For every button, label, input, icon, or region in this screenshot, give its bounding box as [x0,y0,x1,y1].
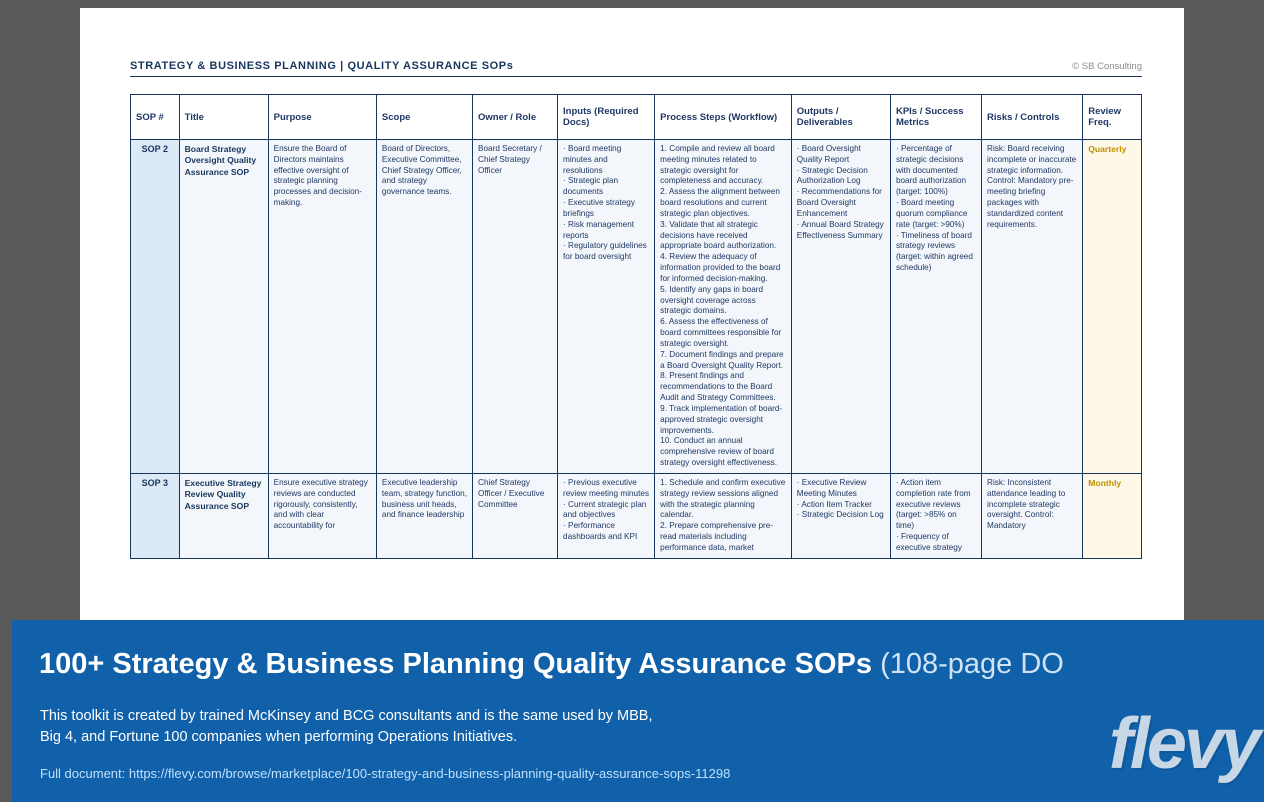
output-item: · Board Oversight Quality Report [796,144,861,164]
table-row [131,473,1142,558]
kpi-item: · Action item completion rate from executive reviews (target: >85% on time) [895,477,971,531]
output-item: · Strategic Decision Log [796,510,884,520]
cell-purpose: Ensure the Board of Directors maintains effective oversight of strategic planning processes and decision-making. [268,140,376,474]
output-item: · Strategic Decision Authorization Log [796,165,868,186]
input-item: · Regulatory guidelines for board oversight [563,241,647,262]
kpi-item: · Timeliness of board strategy reviews (target: within agreed schedule) [895,230,973,273]
cell-inputs [558,140,655,474]
input-item: · Board meeting minutes and resolutions [563,144,622,175]
column-header-scope: Scope [376,95,472,140]
cell-kpis [890,140,981,474]
output-item: · Recommendations for Board Oversight Enhancement [796,187,882,218]
column-header-sop-number: SOP # [131,95,180,140]
process-step: 10. Conduct an annual comprehensive review of board strategy oversight effectiveness. [660,436,777,468]
column-header-process-steps: Process Steps (Workflow) [655,95,792,140]
cell-owner: Chief Strategy Officer / Executive Committee [473,473,558,558]
process-step: 1. Schedule and confirm executive strategy review sessions aligned with the strategic planning calendar. [660,477,786,520]
kpi-item: · Frequency of executive strategy [895,531,962,552]
banner-headline-main: 100+ Strategy & Business Planning Quality Assurance SOPs [39,648,872,680]
output-item: · Annual Board Strategy Effectiveness Summary [796,219,884,240]
cell-sop-number: SOP 2 [131,140,180,474]
kpi-item: · Percentage of strategic decisions with documented board authorization (target: 100%) [895,144,967,197]
cell-risks-controls: Risk: Board receiving incomplete or inaccurate strategic information. Control: Mandatory pre-meeting briefing packages with standardized content requirements. [982,140,1083,474]
cell-owner: Board Secretary / Chief Strategy Officer [473,140,558,474]
process-step: 2. Prepare comprehensive pre-read materials including performance data, market [660,521,774,552]
cell-scope: Board of Directors, Executive Committee, Chief Strategy Officer, and strategy governance teams. [376,140,472,474]
cell-purpose: Ensure executive strategy reviews are conducted rigorously, consistently, and with clear accountability for [268,473,376,558]
input-item: · Previous executive review meeting minutes [563,477,650,498]
cell-kpis [890,473,981,558]
column-header-owner: Owner / Role [473,95,558,140]
cell-title: Executive Strategy Review Quality Assurance SOP [179,473,268,558]
cell-process-steps [655,473,792,558]
cell-review-frequency: Monthly [1083,473,1142,558]
kpi-item: · Board meeting quorum compliance rate (target: >90%) [895,198,968,229]
input-item: · Strategic plan documents [563,176,619,197]
cell-title: Board Strategy Oversight Quality Assurance SOP [179,140,268,474]
table-header-row [131,95,1142,140]
banner-document-link[interactable]: Full document: https://flevy.com/browse/marketplace/100-strategy-and-business-planning-quality-assurance-sops-11298 [40,766,731,781]
banner-body-line-2: Big 4, and Fortune 100 companies when performing Operations Initiatives. [40,729,518,746]
cell-outputs [791,140,890,474]
column-header-kpis: KPIs / Success Metrics [890,95,981,140]
column-header-review-freq: Review Freq. [1083,95,1142,140]
promo-banner [12,620,1264,802]
banner-body [40,706,653,748]
page-title: STRATEGY & BUSINESS PLANNING | QUALITY ASSURANCE SOPs [130,60,514,72]
cell-sop-number: SOP 3 [131,473,180,558]
cell-risks-controls: Risk: Inconsistent attendance leading to incomplete strategic oversight. Control: Mandatory [982,473,1083,558]
process-step: 3. Validate that all strategic decisions have received appropriate board authorization. [660,219,777,251]
banner-body-line-1: This toolkit is created by trained McKinsey and BCG consultants and is the same used by MBB, [40,708,653,724]
process-step: 5. Identify any gaps in board oversight coverage across strategic domains. [660,284,764,316]
table-row [131,140,1142,474]
banner-headline [39,648,1064,681]
banner-headline-sub: (108-page DO [880,648,1064,680]
process-step: 6. Assess the effectiveness of board committees responsible for strategic oversight. [660,317,782,348]
sop-table [130,94,1142,559]
output-item: · Action Item Tracker [796,499,872,509]
column-header-outputs: Outputs / Deliverables [791,95,890,140]
process-step: 1. Compile and review all board meeting minutes related to strategic oversight for completeness and accuracy. [660,144,775,186]
process-step: 4. Review the adequacy of information provided to the board for informed decision-making. [660,252,781,283]
input-item: · Performance dashboards and KPI [563,521,638,541]
cell-process-steps [655,140,792,474]
column-header-inputs: Inputs (Required Docs) [558,95,655,140]
input-item: · Executive strategy briefings [563,198,635,218]
table-body [131,140,1142,559]
flevy-logo [1108,704,1258,784]
document-header [130,60,1142,77]
column-header-purpose: Purpose [268,95,376,140]
cell-scope: Executive leadership team, strategy function, business unit heads, and finance leadership [376,473,472,558]
process-step: 9. Track implementation of board-approved strategic oversight improvements. [660,403,783,435]
cell-review-frequency: Quarterly [1083,140,1142,474]
copyright-credit: © SB Consulting [1072,61,1142,72]
process-step: 2. Assess the alignment between board resolutions and current strategic plan objectives. [660,187,780,218]
input-item: · Risk management reports [563,219,635,240]
column-header-risks: Risks / Controls [982,95,1083,140]
cell-outputs [791,473,890,558]
column-header-title: Title [179,95,268,140]
cell-inputs [558,473,655,558]
flevy-logo-text: flevy [1108,704,1258,784]
output-item: · Executive Review Meeting Minutes [796,477,867,498]
process-step: 8. Present findings and recommendations to the Board Audit and Strategy Committees. [660,371,776,403]
input-item: · Current strategic plan and objectives [563,499,647,520]
process-step: 7. Document findings and prepare a Board Oversight Quality Report. [660,349,784,370]
